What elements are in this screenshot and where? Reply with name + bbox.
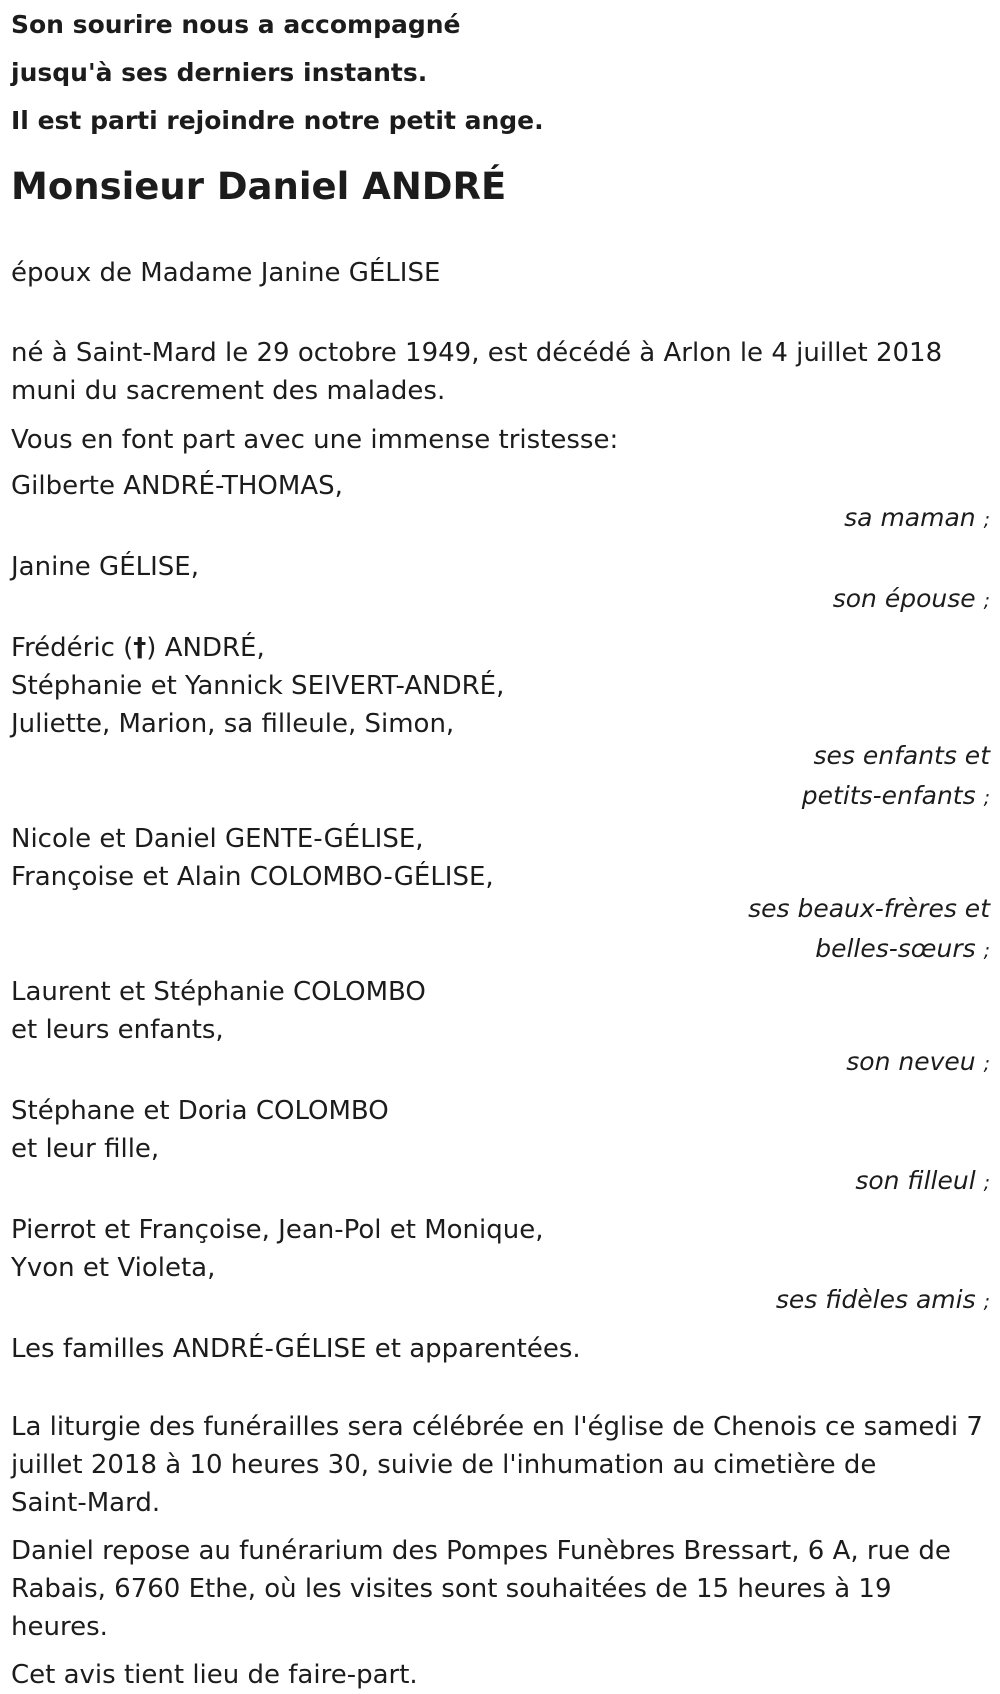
relationship-text: son filleul bbox=[855, 1166, 976, 1195]
liturgy-line: La liturgie des funérailles sera célébrée en l'église de Chenois ce samedi 7 bbox=[11, 1412, 983, 1442]
mourner-name: Yvon et Violeta, bbox=[11, 1253, 216, 1283]
separator: ; bbox=[983, 940, 990, 962]
quote-line: jusqu'à ses derniers instants. bbox=[11, 58, 428, 87]
visitation-line: Daniel repose au funérarium des Pompes Funèbres Bressart, 6 A, rue de bbox=[11, 1536, 951, 1566]
opening-quote bbox=[11, 1, 992, 145]
mourner-name: Laurent et Stéphanie COLOMBO bbox=[11, 977, 426, 1007]
quote-line: Son sourire nous a accompagné bbox=[11, 10, 461, 39]
relationship-text: petits-enfants bbox=[801, 781, 976, 810]
relationship-label bbox=[11, 736, 992, 818]
relationship-label bbox=[11, 889, 992, 971]
mourner-names bbox=[11, 1211, 992, 1287]
relationship-text: son neveu bbox=[846, 1047, 976, 1076]
funeral-service-info bbox=[11, 1408, 992, 1522]
mourner-name: Stéphanie et Yannick SEIVERT-ANDRÉ, bbox=[11, 671, 505, 701]
mourner-group bbox=[11, 548, 992, 621]
mourner-name: et leurs enfants, bbox=[11, 1015, 224, 1045]
separator: ; bbox=[983, 509, 990, 531]
mourner-group bbox=[11, 467, 992, 540]
mourner-name: Françoise et Alain COLOMBO-GÉLISE, bbox=[11, 862, 494, 892]
mourner-names bbox=[11, 973, 992, 1049]
mourner-group bbox=[11, 629, 992, 818]
relationship-text: sa maman bbox=[844, 503, 976, 532]
spouse-line: époux de Madame Janine GÉLISE bbox=[11, 258, 441, 288]
separator: ; bbox=[983, 1172, 990, 1194]
visitation-info bbox=[11, 1532, 992, 1646]
cross-icon: † bbox=[133, 633, 147, 663]
mourner-names bbox=[11, 820, 992, 896]
name-prefix: Frédéric ( bbox=[11, 633, 134, 663]
mourner-names bbox=[11, 629, 992, 743]
name-suffix: ) ANDRÉ, bbox=[146, 633, 265, 663]
obituary-notice bbox=[0, 1, 1000, 1690]
mourner-name: Juliette, Marion, sa filleule, Simon, bbox=[11, 709, 455, 739]
separator: ; bbox=[983, 1053, 990, 1075]
birth-death-line: né à Saint-Mard le 29 octobre 1949, est décédé à Arlon le 4 juillet 2018 bbox=[11, 338, 943, 368]
visitation-line: Rabais, 6760 Ethe, où les visites sont souhaitées de 15 heures à 19 bbox=[11, 1574, 892, 1604]
mourner-name: Janine GÉLISE, bbox=[11, 552, 199, 582]
relationship-text: belles-sœurs bbox=[815, 934, 976, 963]
birth-death-line: muni du sacrement des malades. bbox=[11, 376, 446, 406]
separator: ; bbox=[983, 1291, 990, 1313]
liturgy-line: Saint-Mard. bbox=[11, 1488, 161, 1518]
announcement: Vous en font part avec une immense tristesse: bbox=[11, 425, 619, 455]
mourner-name: et leur fille, bbox=[11, 1134, 160, 1164]
mourner-group bbox=[11, 973, 992, 1084]
birth-death-info bbox=[11, 334, 992, 410]
liturgy-line: juillet 2018 à 10 heures 30, suivie de l'inhumation au cimetière de bbox=[11, 1450, 877, 1480]
relationship-text: ses enfants et bbox=[813, 741, 990, 770]
quote-line: Il est parti rejoindre notre petit ange. bbox=[11, 106, 544, 135]
separator: ; bbox=[983, 590, 990, 612]
mourner-group bbox=[11, 1092, 992, 1203]
mourner-group bbox=[11, 1211, 992, 1322]
mourner-name: Stéphane et Doria COLOMBO bbox=[11, 1096, 389, 1126]
mourner-name bbox=[11, 629, 992, 667]
mourner-name: Nicole et Daniel GENTE-GÉLISE, bbox=[11, 824, 424, 854]
families-line: Les familles ANDRÉ-GÉLISE et apparentées. bbox=[11, 1334, 581, 1364]
deceased-name: Monsieur Daniel ANDRÉ bbox=[11, 165, 507, 208]
relationship-text: ses beaux-frères et bbox=[748, 894, 990, 923]
mourner-group bbox=[11, 820, 992, 971]
separator: ; bbox=[983, 787, 990, 809]
closing-line: Cet avis tient lieu de faire-part. bbox=[11, 1660, 418, 1690]
mourner-name: Pierrot et Françoise, Jean-Pol et Monique, bbox=[11, 1215, 544, 1245]
mourner-names bbox=[11, 1092, 992, 1168]
relationship-text: ses fidèles amis bbox=[775, 1285, 976, 1314]
visitation-line: heures. bbox=[11, 1612, 108, 1642]
relationship-text: son épouse bbox=[832, 584, 976, 613]
mourner-name: Gilberte ANDRÉ-THOMAS, bbox=[11, 471, 343, 501]
